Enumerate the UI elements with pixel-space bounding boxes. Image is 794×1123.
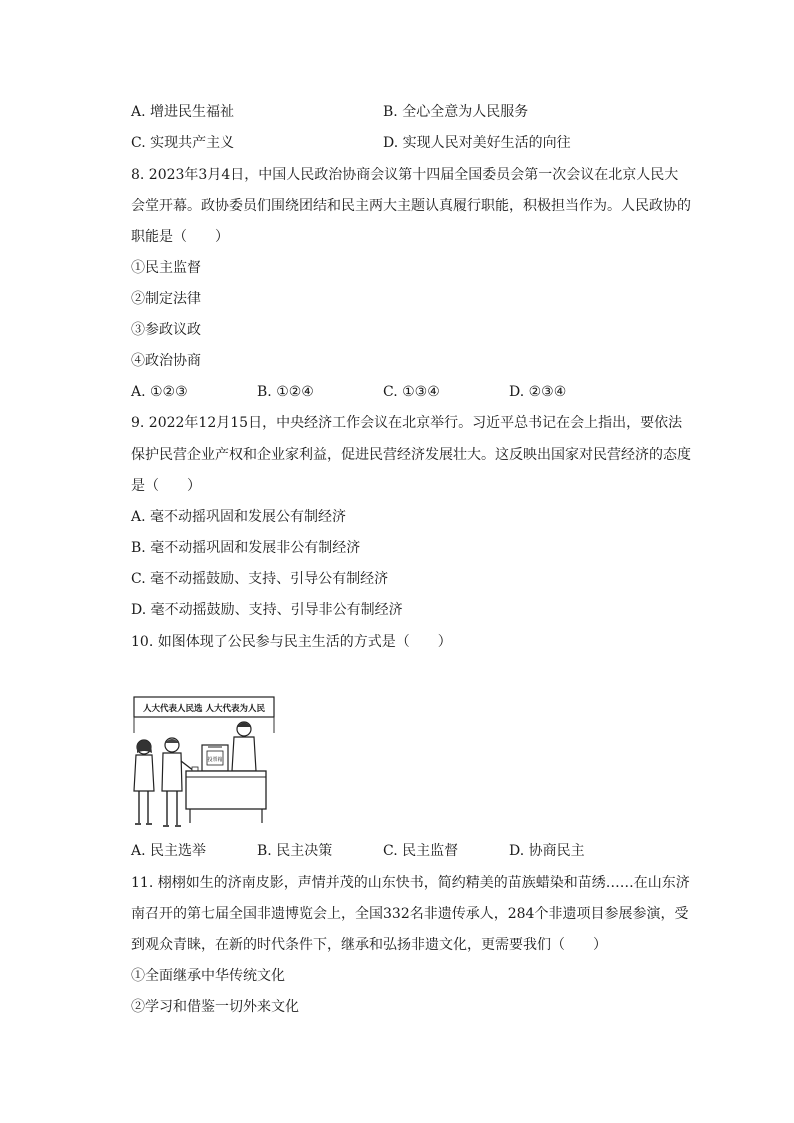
q8-option-a: A. ①②③ — [131, 384, 188, 400]
voting-illustration — [128, 693, 278, 830]
q10-stem: 10. 如图体现了公民参与民主生活的方式是（ ） — [131, 634, 452, 650]
q10-option-d: D. 协商民主 — [509, 843, 585, 859]
q10-option-a: A. 民主选举 — [131, 843, 207, 859]
q9-option-b: B. 毫不动摇巩固和发展非公有制经济 — [131, 540, 361, 556]
q11-stem-line-1: 11. 栩栩如生的济南皮影，声情并茂的山东快书，简约精美的苗族蜡染和苗绣……在山东济 — [131, 875, 690, 891]
q8-stem-line-3: 职能是（ ） — [131, 229, 229, 245]
q11-item-1: ①全面继承中华传统文化 — [131, 968, 285, 984]
q8-item-1: ①民主监督 — [131, 260, 201, 276]
q9-option-a: A. 毫不动摇巩固和发展公有制经济 — [131, 509, 347, 525]
q9-option-c: C. 毫不动摇鼓励、支持、引导公有制经济 — [131, 571, 389, 587]
q9-stem-line-1: 9. 2022年12月15日，中央经济工作会议在北京举行。习近平总书记在会上指出，要依法 — [131, 415, 683, 431]
q7-option-c: C. 实现共产主义 — [131, 135, 235, 151]
q8-stem-line-2: 会堂开幕。政协委员们围绕团结和民主两大主题认真履行职能，积极担当作为。人民政协的 — [131, 198, 691, 214]
q10-option-c: C. 民主监督 — [383, 843, 459, 859]
q9-stem-line-3: 是（ ） — [131, 478, 201, 494]
q10-option-b: B. 民主决策 — [257, 843, 333, 859]
q9-option-d: D. 毫不动摇鼓励、支持、引导非公有制经济 — [131, 602, 403, 618]
q8-option-c: C. ①③④ — [383, 384, 440, 400]
q8-option-b: B. ①②④ — [257, 384, 314, 400]
q8-option-d: D. ②③④ — [509, 384, 567, 400]
q8-item-4: ④政治协商 — [131, 353, 201, 369]
ballot-box-label: 投票箱 — [207, 757, 223, 763]
banner-text: 人大代表人民选 人大代表为人民 — [143, 704, 265, 714]
q8-item-3: ③参政议政 — [131, 322, 201, 338]
q11-item-2: ②学习和借鉴一切外来文化 — [131, 999, 299, 1015]
q11-stem-line-2: 南召开的第七届全国非遗博览会上，全国332名非遗传承人，284个非遗项目参展参演，受 — [131, 906, 689, 922]
q11-stem-line-3: 到观众青睐，在新的时代条件下，继承和弘扬非遗文化，更需要我们（ ） — [131, 937, 607, 953]
q7-option-a: A. 增进民生福祉 — [131, 104, 235, 120]
q7-option-b: B. 全心全意为人民服务 — [383, 104, 529, 120]
q8-item-2: ②制定法律 — [131, 291, 201, 307]
q8-stem-line-1: 8. 2023年3月4日，中国人民政治协商会议第十四届全国委员会第一次会议在北京人民大 — [131, 167, 679, 183]
q9-stem-line-2: 保护民营企业产权和企业家利益，促进民营经济发展壮大。这反映出国家对民营经济的态度 — [131, 447, 691, 463]
q7-option-d: D. 实现人民对美好生活的向往 — [383, 135, 571, 151]
